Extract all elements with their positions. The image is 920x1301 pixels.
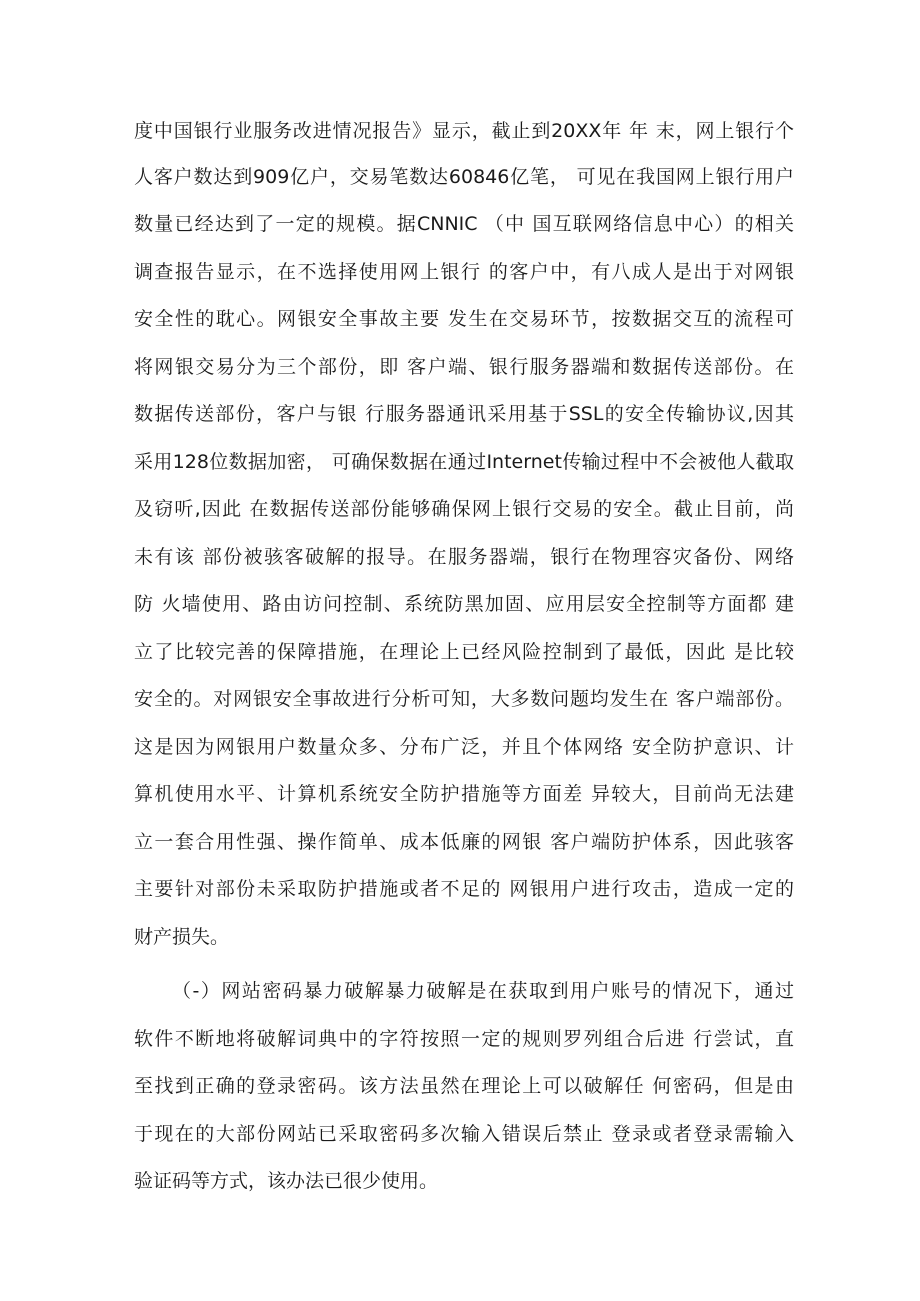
paragraph-2-line-3: 至找到正确的登录密码。该方法虽然在理论上可以破解任 何密码，但是由 <box>134 1075 794 1097</box>
paragraph-1-line-16: 立一套合用性强、操作简单、成本低廉的网银 客户端防护体系，因此骇客 <box>134 831 794 853</box>
paragraph-1-line-8: 采用128位数据加密， 可确保数据在通过Internet传输过程中不会被他人截取 <box>134 451 794 473</box>
paragraph-2-line-2: 软件不断地将破解词典中的字符按照一定的规则罗列组合后进 行尝试，直 <box>134 1028 794 1050</box>
paragraph-1-line-13: 安全的。对网银安全事故进行分析可知，大多数问题均发生在 客户端部份。 <box>134 688 794 710</box>
paragraph-1-line-2: 人客户数达到909亿户，交易笔数达60846亿笔， 可见在我国网上银行用户 <box>134 166 794 188</box>
paragraph-1-line-10: 未有该 部份被骇客破解的报导。在服务器端，银行在物理容灾备份、网络 <box>134 546 794 568</box>
paragraph-1-line-15: 算机使用水平、计算机系统安全防护措施等方面差 异较大，目前尚无法建 <box>134 783 794 805</box>
paragraph-1-line-4: 调查报告显示，在不选择使用网上银行 的客户中，有八成人是出于对网银 <box>134 261 794 283</box>
paragraph-1-line-18: 财产损失。 <box>134 926 230 948</box>
paragraph-1-line-14: 这是因为网银用户数量众多、分布广泛，并且个体网络 安全防护意识、计 <box>134 736 794 758</box>
paragraph-1-line-11: 防 火墙使用、路由访问控制、系统防黑加固、应用层安全控制等方面都 建 <box>134 593 794 615</box>
paragraph-2-line-5: 验证码等方式，该办法已很少使用。 <box>134 1170 439 1192</box>
paragraph-1-line-3: 数量已经达到了一定的规模。据CNNIC （中 国互联网络信息中心）的相关 <box>134 213 794 235</box>
paragraph-1-line-17: 主要针对部份未采取防护措施或者不足的 网银用户进行攻击，造成一定的 <box>134 878 794 900</box>
paragraph-1-line-6: 将网银交易分为三个部份，即 客户端、银行服务器端和数据传送部份。在 <box>134 356 794 378</box>
paragraph-2-line-1: （-）网站密码暴力破解暴力破解是在获取到用户账号的情况下，通过 <box>172 980 794 1002</box>
paragraph-1-line-9: 及窃听,因此 在数据传送部份能够确保网上银行交易的安全。截止目前，尚 <box>134 498 794 520</box>
paragraph-1-line-1: 度中国银行业服务改进情况报告》显示，截止到20XX年 年 末，网上银行个 <box>134 120 794 142</box>
paragraph-1-line-12: 立了比较完善的保障措施，在理论上已经风险控制到了最低，因此 是比较 <box>134 641 794 663</box>
paragraph-1-line-7: 数据传送部份，客户与银 行服务器通讯采用基于SSL的安全传输协议,因其 <box>134 403 794 425</box>
paragraph-2-line-4: 于现在的大部份网站已采取密码多次输入错误后禁止 登录或者登录需输入 <box>134 1123 794 1145</box>
paragraph-1-line-5: 安全性的耽心。网银安全事故主要 发生在交易环节，按数据交互的流程可 <box>134 308 794 330</box>
